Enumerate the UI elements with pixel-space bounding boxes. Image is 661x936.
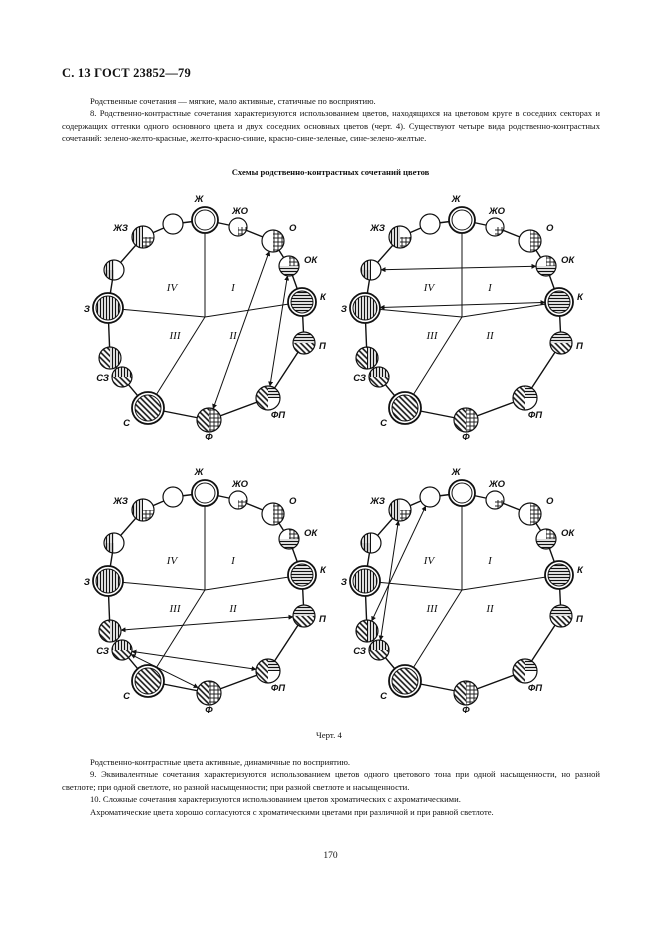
color-label-sz: СЗ xyxy=(96,646,109,657)
color-swatch xyxy=(350,566,380,596)
color-label-k: К xyxy=(577,292,583,303)
color-label-o: О xyxy=(546,223,554,234)
color-label-z: З xyxy=(340,304,347,315)
color-swatch xyxy=(163,487,183,507)
color-swatch xyxy=(449,207,475,233)
figure-title: Схемы родственно-контрастных сочетаний цветов xyxy=(231,167,430,177)
wheel-scheme-3 xyxy=(84,467,327,716)
color-swatch xyxy=(163,214,183,234)
sector-label: II xyxy=(486,603,494,615)
color-label-f: Ф xyxy=(462,705,470,716)
color-label-p: П xyxy=(319,341,326,352)
color-swatch xyxy=(389,499,411,521)
color-swatch xyxy=(369,640,389,660)
color-swatch xyxy=(420,487,440,507)
color-swatch xyxy=(519,230,541,252)
color-label-p: П xyxy=(576,341,583,352)
color-label-zhz: ЖЗ xyxy=(113,223,128,234)
color-label-o: О xyxy=(289,496,297,507)
sector-label: III xyxy=(426,603,438,615)
color-swatch xyxy=(486,491,504,509)
color-swatch xyxy=(112,640,132,660)
sector-label: I xyxy=(488,555,492,567)
color-label-z: З xyxy=(83,577,90,588)
sector-label: III xyxy=(169,330,181,342)
contrast-arrow xyxy=(380,521,398,640)
color-swatch xyxy=(197,408,221,432)
figure-label: Черт. 4 xyxy=(316,730,342,740)
color-swatch xyxy=(369,367,389,387)
color-label-z: З xyxy=(83,304,90,315)
color-swatch xyxy=(486,218,504,236)
sector-label: I xyxy=(231,282,235,294)
color-label-ok: ОК xyxy=(561,528,575,539)
color-label-k: К xyxy=(320,292,326,303)
color-swatch xyxy=(454,681,478,705)
color-swatch xyxy=(350,293,380,323)
outro-paragraph-4: Ахроматические цвета хорошо согласуются с хроматическими цветами при различной и при равной светлоте. xyxy=(90,806,494,817)
color-label-zh: Ж xyxy=(451,194,461,205)
sector-label: III xyxy=(426,330,438,342)
color-label-f: Ф xyxy=(205,705,213,716)
color-swatch xyxy=(513,386,537,410)
color-swatch xyxy=(536,256,556,276)
color-swatch xyxy=(104,260,124,280)
sector-label: I xyxy=(488,282,492,294)
color-swatch xyxy=(389,392,421,424)
color-swatch xyxy=(389,226,411,248)
color-swatch xyxy=(513,659,537,683)
color-swatch xyxy=(550,332,572,354)
color-swatch xyxy=(99,620,121,642)
outro-paragraph-2: 9. Эквивалентные сочетания характеризуются использованием цветов одного цветового тона при одной насыщенности, но разной светлоте; при одной светлоте, но разной насыщенности; при разной светлоте и насыщенности. xyxy=(62,769,600,792)
color-swatch xyxy=(361,533,381,553)
color-label-sz: СЗ xyxy=(353,373,366,384)
color-swatch xyxy=(454,408,478,432)
sector-label: I xyxy=(231,555,235,567)
contrast-arrow xyxy=(270,276,288,386)
color-swatch xyxy=(256,659,280,683)
color-swatch xyxy=(293,605,315,627)
color-swatch xyxy=(262,503,284,525)
color-label-s: С xyxy=(380,691,387,702)
color-swatch xyxy=(229,491,247,509)
color-swatch xyxy=(192,480,218,506)
color-swatch xyxy=(279,529,299,549)
intro-paragraph-1: Родственные сочетания — мягкие, мало активные, статичные по восприятию. xyxy=(90,96,376,106)
color-label-zho: ЖО xyxy=(231,206,249,217)
color-swatch xyxy=(229,218,247,236)
color-label-zh: Ж xyxy=(194,467,204,478)
color-swatch xyxy=(293,332,315,354)
color-swatch xyxy=(356,347,378,369)
color-label-k: К xyxy=(320,565,326,576)
color-swatch xyxy=(288,288,316,316)
color-label-zh: Ж xyxy=(451,467,461,478)
color-label-s: С xyxy=(123,691,130,702)
page-header: С. 13 ГОСТ 23852—79 xyxy=(62,66,191,80)
contrast-arrow xyxy=(381,266,536,270)
sector-label: II xyxy=(229,330,237,342)
color-label-ok: ОК xyxy=(304,528,318,539)
color-swatch xyxy=(288,561,316,589)
color-label-zho: ЖО xyxy=(231,479,249,490)
contrast-arrow xyxy=(372,506,426,621)
color-label-fp: ФП xyxy=(270,410,286,421)
sector-label: IV xyxy=(166,555,178,567)
color-label-ok: ОК xyxy=(304,255,318,266)
sector-label: III xyxy=(169,603,181,615)
color-label-zhz: ЖЗ xyxy=(113,496,128,507)
sector-label: II xyxy=(229,603,237,615)
contrast-arrow xyxy=(213,251,269,408)
color-swatch xyxy=(192,207,218,233)
contrast-arrow xyxy=(121,617,293,630)
sector-label: II xyxy=(486,330,494,342)
color-swatch xyxy=(361,260,381,280)
sector-label: IV xyxy=(423,555,435,567)
color-swatch xyxy=(449,480,475,506)
color-label-f: Ф xyxy=(205,432,213,443)
color-label-sz: СЗ xyxy=(96,373,109,384)
color-label-s: С xyxy=(123,418,130,429)
color-swatch xyxy=(93,566,123,596)
outro-paragraph-1: Родственно-контрастные цвета активные, динамичные по восприятию. xyxy=(90,757,351,767)
sector-label: IV xyxy=(166,282,178,294)
color-label-fp: ФП xyxy=(270,683,286,694)
color-swatch xyxy=(104,533,124,553)
color-swatch xyxy=(545,561,573,589)
color-swatch xyxy=(197,681,221,705)
color-swatch xyxy=(519,503,541,525)
color-label-k: К xyxy=(577,565,583,576)
wheel-scheme-2 xyxy=(341,194,584,443)
intro-paragraph-2: 8. Родственно-контрастные сочетания характеризуются использованием цветов, находящихся на цветовом круге в соседних секторах и содержащих оттенки одного основного цвета и двух соседних основных цветов (черт. 4). Существуют четыре вида родственно-контрастных сочетаний: зелено-желто-красные, желто-красно-синие, красно-сине-зеленые, сине-зелено-желтые. xyxy=(62,108,600,144)
color-swatch xyxy=(536,529,556,549)
page-number: 170 xyxy=(323,851,338,861)
color-label-zho: ЖО xyxy=(488,206,506,217)
color-label-zhz: ЖЗ xyxy=(370,223,385,234)
color-label-s: С xyxy=(380,418,387,429)
color-swatch xyxy=(545,288,573,316)
color-label-o: О xyxy=(289,223,297,234)
outro-paragraph-3: 10. Сложные сочетания характеризуются использованием цветов хроматических с ахроматическими. xyxy=(90,794,461,805)
color-label-fp: ФП xyxy=(527,410,543,421)
color-label-z: З xyxy=(340,577,347,588)
color-label-fp: ФП xyxy=(527,683,543,694)
color-label-o: О xyxy=(546,496,554,507)
color-swatch xyxy=(132,392,164,424)
color-swatch xyxy=(256,386,280,410)
color-label-ok: ОК xyxy=(561,255,575,266)
color-label-zho: ЖО xyxy=(488,479,506,490)
wheel-scheme-4 xyxy=(341,467,584,716)
color-label-sz: СЗ xyxy=(353,646,366,657)
color-swatch xyxy=(389,665,421,697)
color-swatch xyxy=(132,499,154,521)
color-swatch xyxy=(420,214,440,234)
color-swatch xyxy=(99,347,121,369)
color-swatch xyxy=(550,605,572,627)
color-label-p: П xyxy=(576,614,583,625)
color-swatch xyxy=(262,230,284,252)
color-swatch xyxy=(93,293,123,323)
color-swatch xyxy=(132,226,154,248)
color-label-p: П xyxy=(319,614,326,625)
color-swatch xyxy=(356,620,378,642)
color-label-zh: Ж xyxy=(194,194,204,205)
color-swatch xyxy=(132,665,164,697)
color-label-zhz: ЖЗ xyxy=(370,496,385,507)
wheel-scheme-1 xyxy=(84,194,327,443)
outro-text xyxy=(62,756,600,818)
color-swatch xyxy=(279,256,299,276)
sector-label: IV xyxy=(423,282,435,294)
color-swatch xyxy=(112,367,132,387)
color-label-f: Ф xyxy=(462,432,470,443)
